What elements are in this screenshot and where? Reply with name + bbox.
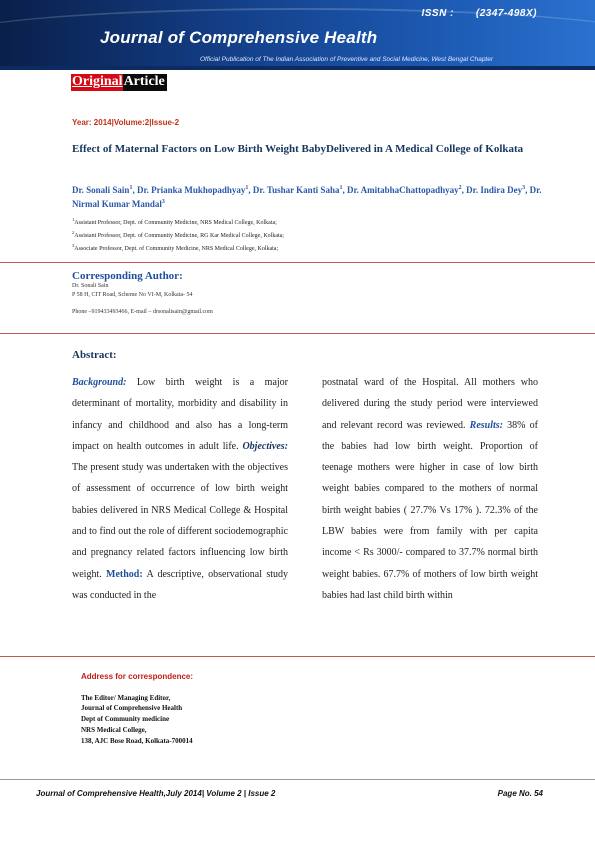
article-type-article: Article: [123, 74, 165, 89]
affiliation-mark: 2: [72, 230, 75, 235]
author-affil-mark: 1: [129, 185, 133, 191]
results-text: 38% of the babies had low birth weight. Proportion of teenage mothers were higher in case of low birth weight babies compared to the mothers of normal birth weight babies ( 27.7% Vs 17% ). 72.3% of the LBW babies were from family with per capita income < Rs 3000/- compared to 37.7% normal birth weight babies. 67.7% of mothers of low birth weight babies had last child birth within: [322, 419, 538, 601]
address-line: 138, AJC Bose Road, Kolkata-700014: [81, 737, 193, 745]
author-separator: ,: [342, 185, 347, 195]
corresponding-author-address: P 58 H, CIT Road, Scheme No VI-M, Kolkata- 54: [72, 292, 193, 298]
author-name: Dr. Sonali Sain: [72, 185, 130, 195]
corresponding-author-name: Dr. Sonali Sain: [72, 283, 109, 289]
corresponding-author-heading: Corresponding Author:: [72, 270, 183, 282]
affiliation-list: [72, 215, 542, 254]
affiliation-mark: 3: [72, 243, 75, 248]
address-line: NRS Medical College,: [81, 726, 147, 734]
journal-subtitle: Official Publication of The Indian Association of Preventive and Social Medicine, West Bengal Chapter: [200, 56, 494, 63]
issn: [421, 8, 537, 19]
background-label: Background:: [72, 377, 127, 388]
affiliation-text: Associate Professor, Dept. of Community Medicine, NRS Medical College, Kolkata;: [74, 246, 279, 252]
objectives-text: The present study was undertaken with the objectives of assessment of occurrence of low birth weight babies delivered in NRS Medical College & Hospital and to find out the role of different sociodemographic and pregnancy related factors influencing low birth weight.: [72, 462, 288, 580]
author-separator: ,: [525, 185, 530, 195]
article-type-original: Original: [72, 74, 123, 89]
author-affil-mark: 1: [245, 185, 249, 191]
footer-citation: Journal of Comprehensive Health,July 2014| Volume 2 | Issue 2: [36, 789, 276, 798]
method-text-continued: postnatal ward of the Hospital. All mothers who delivered during the study period were interviewed and relevant record was reviewed.: [322, 377, 538, 431]
results-label: Results:: [469, 419, 504, 431]
divider: [0, 333, 595, 334]
author-name: Dr. Indira Dey: [466, 185, 523, 195]
author-affil-mark: 3: [522, 185, 526, 191]
author-affil-mark: 2: [458, 185, 462, 191]
abstract-column-right: [322, 372, 538, 606]
footer-divider: [0, 779, 595, 780]
author-name: Dr. Nirmal Kumar Mandal: [72, 185, 542, 209]
author-name: Dr. Prianka Mukhopadhyay: [136, 185, 246, 195]
background-text: Low birth weight is a major determinant of mortality, morbidity and disability in infancy and childhood and also has a long-term impact on health outcomes in adult life.: [72, 377, 288, 452]
affiliation-item: [72, 228, 542, 241]
affiliation-text: Assistant Professor, Dept. of Community Medicine, RG Kar Medical College, Kolkata;: [74, 233, 284, 239]
issn-value: (2347-498X): [475, 8, 537, 19]
affiliation-item: [72, 215, 542, 228]
journal-banner: [0, 0, 595, 70]
author-list: [72, 182, 542, 210]
affiliation-text: Assistant Professor, Dept. of Community Medicine, NRS Medical College, Kolkata;: [74, 220, 277, 226]
page-number: Page No. 54: [497, 789, 543, 798]
objectives-label: Objectives:: [242, 440, 288, 452]
issn-label: ISSN :: [421, 8, 454, 19]
author-affil-mark: 1: [339, 185, 343, 191]
corresponding-author-contact: Phone –919433493466, E-mail – drsonalisain@gmail.com: [72, 309, 213, 315]
address-line: Journal of Comprehensive Health: [81, 704, 183, 712]
address-heading: Address for correspondence:: [81, 672, 194, 681]
author-affil-mark: 3: [161, 199, 165, 205]
author-separator: ,: [132, 185, 137, 195]
author-name: Dr. Tushar Kanti Saha: [252, 185, 340, 195]
address-line: The Editor/ Managing Editor,: [81, 694, 171, 702]
divider: [0, 262, 595, 263]
article-type-badge: [71, 74, 167, 91]
abstract-heading: Abstract:: [72, 349, 117, 361]
abstract-column-left: [72, 372, 288, 606]
article-title: Effect of Maternal Factors on Low Birth Weight BabyDelivered in A Medical College of Kolkata: [72, 143, 524, 155]
author-name: Dr. AmitabhaChattopadhyay: [346, 185, 459, 195]
year-volume-issue: Year: 2014|Volume:2|Issue-2: [72, 118, 180, 127]
author-separator: ,: [461, 185, 467, 195]
journal-title: Journal of Comprehensive Health: [100, 28, 378, 47]
affiliation-item: [72, 241, 542, 254]
address-line: Dept of Community medicine: [81, 715, 170, 723]
affiliation-mark: 1: [72, 217, 75, 222]
author-separator: ,: [248, 185, 253, 195]
divider: [0, 656, 595, 657]
method-label: Method:: [106, 568, 143, 580]
method-text: A descriptive, observational study was conducted in the: [72, 568, 288, 601]
